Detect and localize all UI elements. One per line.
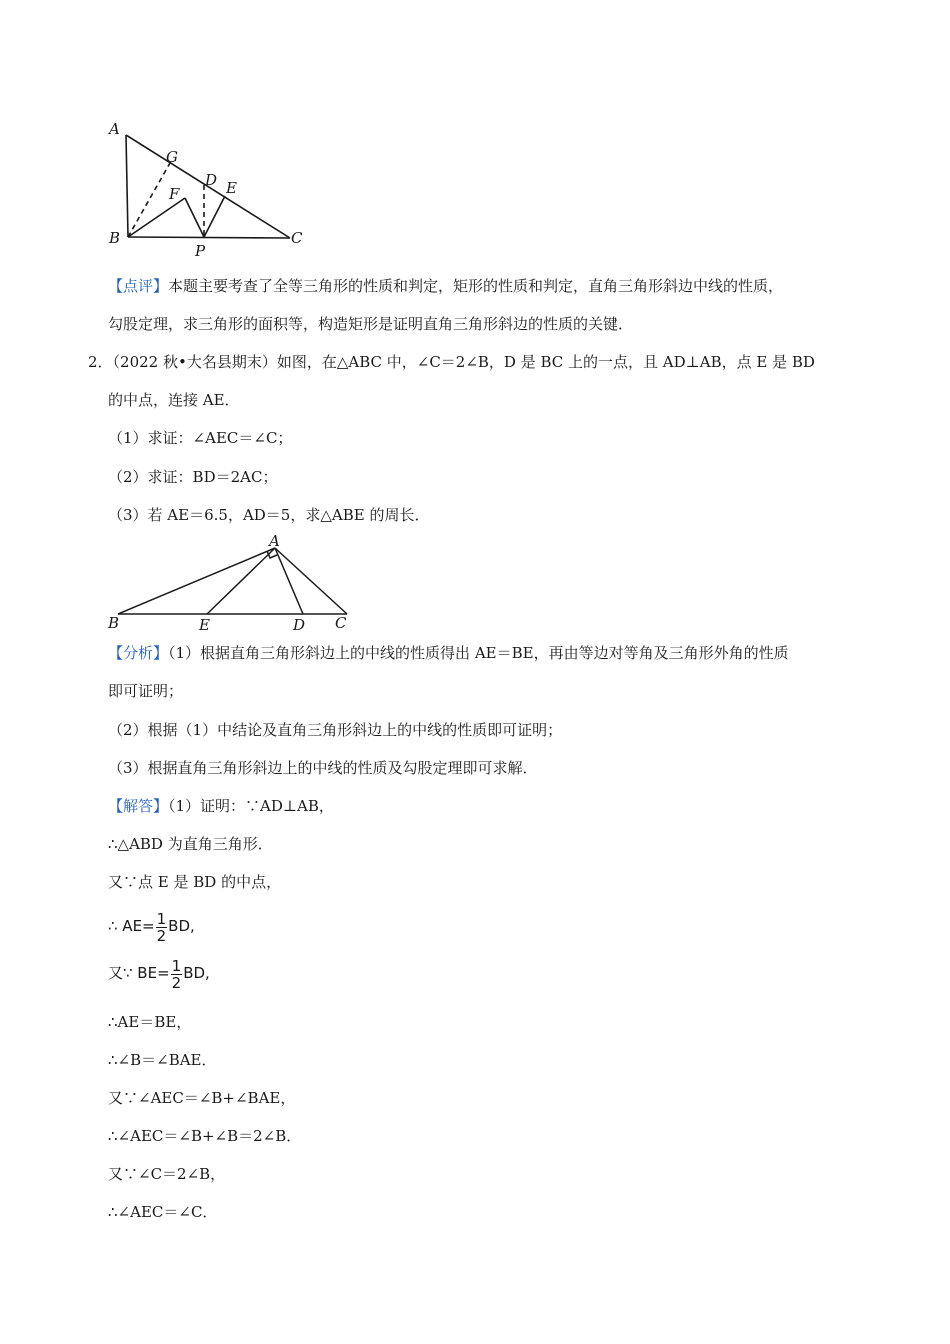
- label-C: C: [291, 229, 303, 247]
- label-E: E: [199, 616, 210, 634]
- label-D: D: [205, 171, 218, 189]
- solution-line-2: ∴△ABD 为直角三角形．: [108, 835, 273, 853]
- label-A: A: [269, 532, 280, 550]
- label-D: D: [293, 616, 306, 634]
- segment-AD: [275, 548, 303, 614]
- problem-line-2: 的中点，连接 AE．: [108, 391, 240, 409]
- comment-line-2: 勾股定理，求三角形的面积等，构造矩形是证明直角三角形斜边的性质的关键．: [108, 315, 634, 333]
- label-B: B: [109, 229, 121, 247]
- right-angle-mark: [267, 551, 277, 558]
- analysis-line-2: 即可证明；: [108, 682, 184, 700]
- figure-2-diagram: [100, 530, 360, 635]
- question-3: （3）若 AE＝6.5，AD＝5，求△ABE 的周长．: [108, 506, 430, 524]
- fraction-one-half: $\frac{1}{2}$: [156, 909, 167, 945]
- label-P: P: [195, 242, 206, 260]
- label-A: A: [109, 120, 120, 138]
- segment-AE: [207, 548, 275, 614]
- question-1: （1）求证：∠AEC＝∠C；: [108, 429, 293, 447]
- analysis-line-4: （3）根据直角三角形斜边上的中线的性质及勾股定理即可求解．: [108, 759, 538, 777]
- segment-AC: [275, 548, 347, 614]
- solution-line-1: 【解答】（1）证明：∵AD⊥AB，: [108, 797, 334, 815]
- segment-AB: [126, 135, 128, 237]
- solution-tag: 【解答】: [108, 797, 169, 815]
- solution-line-7: ∴∠B＝∠BAE．: [108, 1051, 217, 1069]
- segment-AB: [118, 548, 275, 614]
- solution-line-8: 又∵∠AEC＝∠B+∠BAE，: [108, 1089, 296, 1107]
- solution-line-11: ∴∠AEC＝∠C．: [108, 1203, 218, 1221]
- label-F: F: [169, 185, 180, 203]
- problem-line-1: 2．（2022 秋•大名县期末）如图，在△ABC 中，∠C＝2∠B，D 是 BC 上的一点，且 AD⊥AB，点 E 是 BD: [88, 353, 815, 371]
- label-G: G: [166, 148, 178, 166]
- analysis-line-3: （2）根据（1）中结论及直角三角形斜边上的中线的性质即可证明；: [108, 721, 563, 739]
- label-B: B: [108, 614, 120, 632]
- segment-BF: [128, 198, 185, 237]
- analysis-line-1: 【分析】（1）根据直角三角形斜边上的中线的性质得出 AE＝BE，再由等边对等角及三角形外角的性质: [108, 644, 789, 662]
- analysis-tag: 【分析】: [108, 644, 169, 662]
- label-C: C: [335, 614, 347, 632]
- segment-BC: [128, 237, 290, 238]
- figure-1-diagram: [100, 115, 320, 265]
- solution-line-9: ∴∠AEC＝∠B+∠B＝2∠B．: [108, 1127, 302, 1145]
- solution-line-3: 又∵点 E 是 BD 的中点，: [108, 873, 282, 891]
- fraction-one-half: $\frac{1}{2}$: [171, 956, 182, 992]
- comment-tag: 【点评】: [108, 277, 169, 295]
- segment-PE: [204, 196, 225, 237]
- question-2: （2）求证：BD＝2AC；: [108, 468, 278, 486]
- solution-line-6: ∴AE＝BE，: [108, 1013, 192, 1031]
- solution-line-5: 又∵ BE= $\frac{1}{2}$ BD,: [108, 956, 210, 992]
- segment-FP: [185, 198, 204, 237]
- solution-line-10: 又∵∠C＝2∠B，: [108, 1165, 226, 1183]
- segment-BG-dashed: [128, 163, 170, 237]
- solution-line-4: ∴ AE= $\frac{1}{2}$ BD,: [108, 909, 195, 945]
- comment-line-1: 【点评】本题主要考查了全等三角形的性质和判定，矩形的性质和判定，直角三角形斜边中线的性质，: [108, 277, 784, 295]
- label-E: E: [226, 179, 237, 197]
